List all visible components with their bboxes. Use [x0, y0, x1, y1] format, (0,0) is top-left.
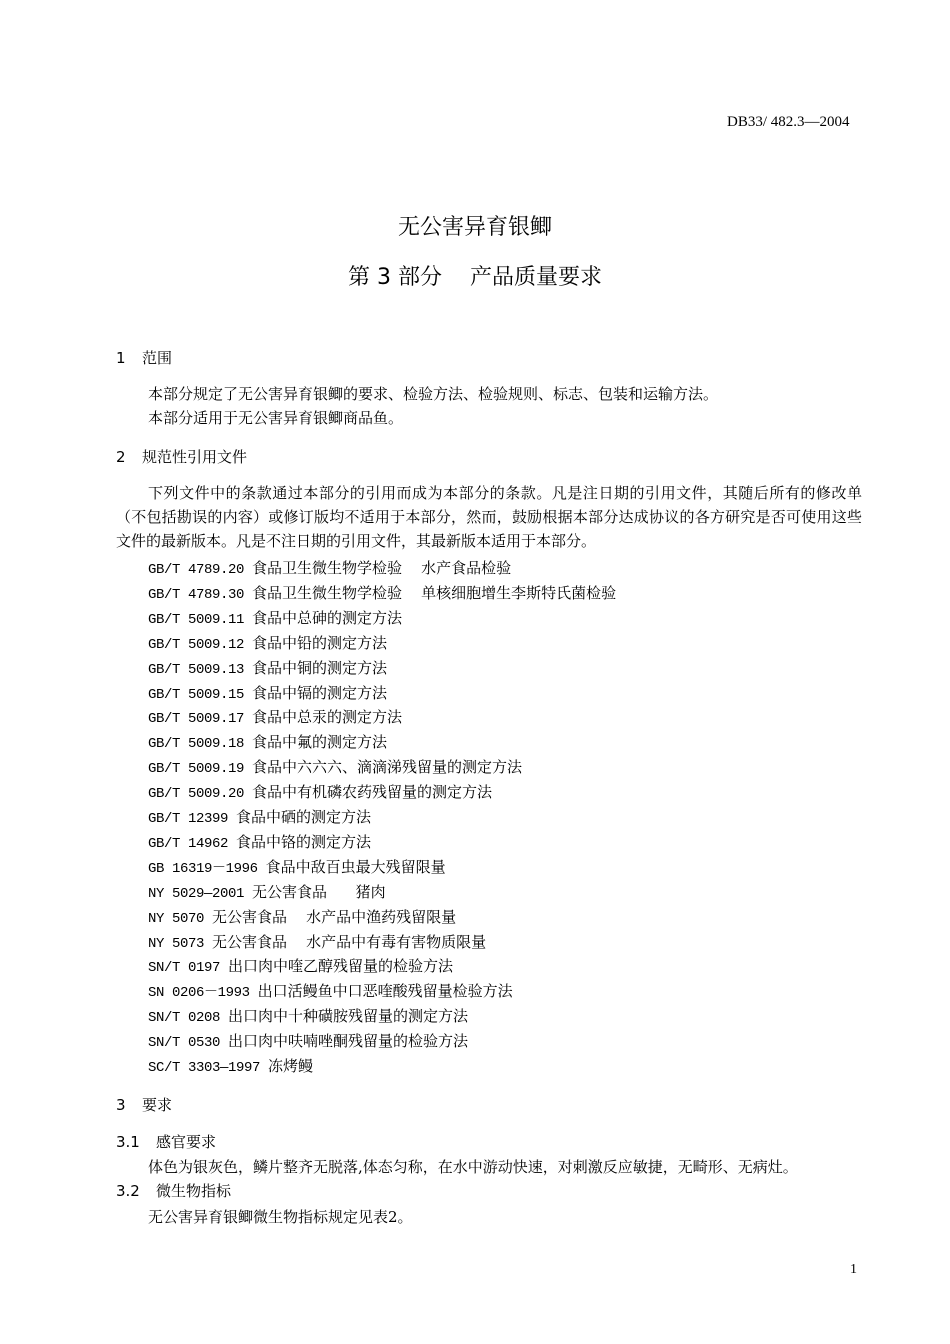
subsection-heading-3-1 — [116, 1131, 216, 1152]
reference-standard-number: GB/T 5009.12 — [148, 636, 245, 653]
reference-standard-number: GB/T 4789.20 — [148, 562, 245, 578]
reference-item — [148, 731, 387, 752]
reference-item — [148, 856, 446, 877]
reference-standard-number: NY 5029—2001 — [148, 885, 245, 902]
reference-standard-number: NY 5070 — [148, 910, 205, 927]
section-number: 2 — [116, 448, 126, 466]
subsection-title: 感官要求 — [156, 1133, 217, 1151]
reference-item — [148, 931, 486, 952]
reference-item — [148, 881, 386, 902]
reference-standard-title: 食品中铅的测定方法 — [252, 633, 388, 652]
reference-standard-title: 出口肉中喹乙醇残留量的检验方法 — [228, 957, 454, 976]
reference-standard-title: 食品中总汞的测定方法 — [252, 708, 403, 727]
references-intro: 下列文件中的条款通过本部分的引用而成为本部分的条款。凡是注日期的引用文件，其随后所有的修改单（不包括勘误的内容）或修订版均不适用于本部分，然而，鼓励根据本部分达成协议的各方研究是否可使用这些文件的最新版本。凡是不注日期的引用文件，其最新版本适用于本部分。 — [116, 484, 862, 550]
subsection-number: 3.2 — [116, 1182, 140, 1200]
section-number: 1 — [116, 349, 126, 367]
reference-standard-title: 食品中有机磷农药残留量的测定方法 — [252, 783, 493, 802]
reference-item — [148, 582, 616, 603]
reference-standard-title: 食品中敌百虫最大残留限量 — [265, 857, 446, 876]
section-title: 范围 — [142, 349, 173, 367]
subsection-heading-3-2 — [116, 1180, 231, 1201]
reference-standard-title: 食品卫生微生物学检验 水产食品检验 — [252, 559, 512, 577]
reference-standard-number: SC/T 3303—1997 — [148, 1060, 261, 1076]
reference-standard-title: 食品中总砷的测定方法 — [252, 608, 403, 627]
doc-title: 无公害异育银鲫 — [397, 215, 552, 240]
reference-standard-number: SN/T 0208 — [148, 1010, 221, 1027]
reference-item — [148, 781, 492, 802]
section-number: 3 — [116, 1096, 126, 1114]
section-heading-3 — [116, 1094, 172, 1115]
reference-standard-title: 食品卫生微生物学检验 单核细胞增生李斯特氏菌检验 — [252, 583, 617, 602]
subsection-title: 微生物指标 — [156, 1182, 232, 1200]
reference-standard-title: 食品中铜的测定方法 — [252, 658, 388, 677]
reference-standard-number: GB/T 5009.13 — [148, 661, 245, 678]
reference-standard-number: GB/T 5009.18 — [148, 736, 245, 753]
reference-standard-title: 食品中氟的测定方法 — [252, 733, 388, 752]
reference-standard-number: GB/T 14962 — [148, 835, 229, 852]
sensory-requirements-text: 体色为银灰色，鳞片整齐无脱落,体态匀称，在水中游动快速，对刺激反应敏捷，无畸形、无病灶。 — [148, 1158, 798, 1176]
reference-standard-number: GB/T 5009.20 — [148, 786, 245, 803]
reference-standard-number: NY 5073 — [148, 935, 205, 952]
document-code: DB33/ 482.3—2004 — [727, 114, 850, 130]
reference-standard-number: GB 16319－1996 — [148, 860, 258, 877]
reference-item — [148, 706, 402, 727]
reference-item — [148, 682, 387, 703]
reference-item — [148, 831, 371, 852]
reference-standard-title: 出口活鳗鱼中口恶喹酸残留量检验方法 — [257, 982, 513, 1001]
reference-standard-title: 无公害食品 水产品中有毒有害物质限量 — [212, 932, 487, 951]
doc-subtitle: 第 3 部分 产品质量要求 — [348, 265, 602, 290]
reference-item — [148, 607, 402, 628]
section-title: 要求 — [142, 1096, 173, 1114]
reference-item — [148, 557, 511, 578]
reference-standard-title: 冻烤鳗 — [268, 1057, 314, 1075]
reference-standard-number: SN 0206－1993 — [148, 985, 250, 1002]
reference-standard-number: GB/T 5009.15 — [148, 686, 245, 703]
scope-paragraph-2: 本部分适用于无公害异育银鲫商品鱼。 — [148, 409, 404, 427]
reference-standard-number: GB/T 12399 — [148, 811, 229, 827]
reference-standard-number: GB/T 4789.30 — [148, 586, 245, 603]
reference-item — [148, 980, 513, 1001]
reference-item — [148, 1030, 468, 1051]
reference-standard-title: 食品中镉的测定方法 — [252, 683, 388, 702]
reference-standard-title: 食品中六六六、滴滴涕残留量的测定方法 — [252, 758, 523, 777]
reference-standard-number: GB/T 5009.19 — [148, 761, 245, 778]
scope-paragraph-1: 本部分规定了无公害异育银鲫的要求、检验方法、检验规则、标志、包装和运输方法。 — [148, 385, 719, 403]
reference-standard-number: SN/T 0197 — [148, 960, 221, 977]
reference-item — [148, 1055, 313, 1076]
reference-standard-title: 无公害食品 水产品中渔药残留限量 — [212, 907, 457, 926]
reference-item — [148, 906, 456, 927]
section-heading-2 — [116, 446, 247, 467]
reference-item — [148, 1005, 468, 1026]
reference-item — [148, 955, 453, 976]
page-number: 1 — [850, 1262, 857, 1277]
reference-item — [148, 657, 387, 678]
reference-item — [148, 756, 522, 777]
reference-standard-number: GB/T 5009.17 — [148, 711, 245, 728]
microbial-indicators-text: 无公害异育银鲫微生物指标规定见表2。 — [148, 1208, 413, 1226]
subsection-number: 3.1 — [116, 1133, 140, 1151]
reference-standard-title: 无公害食品 猪肉 — [252, 882, 386, 901]
reference-item — [148, 632, 387, 653]
reference-standard-title: 食品中铬的测定方法 — [236, 832, 372, 851]
section-title: 规范性引用文件 — [142, 448, 248, 466]
reference-standard-title: 食品中硒的测定方法 — [236, 808, 372, 826]
reference-standard-title: 出口肉中十种磺胺残留量的测定方法 — [228, 1007, 469, 1026]
section-heading-1 — [116, 347, 172, 368]
reference-standard-number: SN/T 0530 — [148, 1035, 221, 1052]
reference-item — [148, 806, 371, 827]
reference-standard-title: 出口肉中呋喃唑酮残留量的检验方法 — [228, 1032, 469, 1051]
reference-standard-number: GB/T 5009.11 — [148, 611, 245, 628]
